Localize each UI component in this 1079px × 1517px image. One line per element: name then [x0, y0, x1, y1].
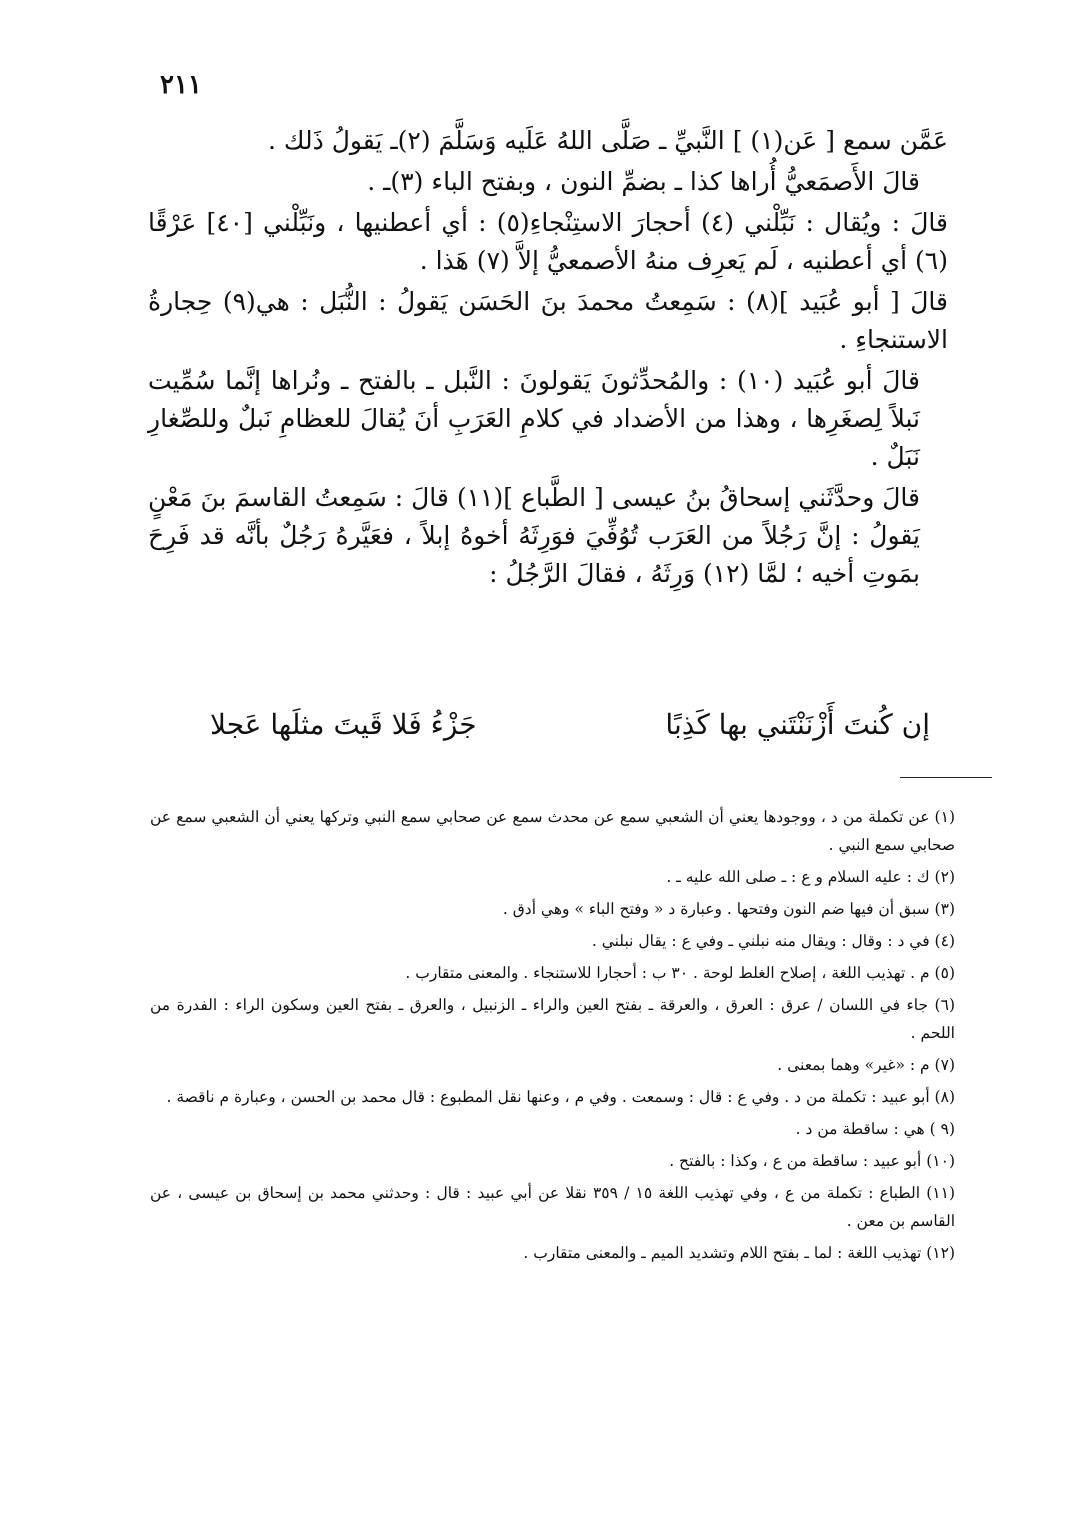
footnote: (٩ ) هي : ساقطة من د . [795, 1120, 955, 1138]
verse-first-hemistich: إن كُنتَ أَزْنَنْتَني بها كَذِبًا [665, 708, 930, 741]
footnote-separator [900, 777, 992, 778]
main-text [148, 122, 948, 596]
footnote: (١١) الطباع : تكملة من ع ، وفي تهذيب اللغة ١٥ / ٣٥٩ نقلا عن أبي عبيد : قال : وحدثني محمد بن إسحاق بن عيسى ، عن القاسم بن معن . [150, 1184, 955, 1230]
footnote: (٨) أبو عبيد : تكملة من د . وفي ع : قال : وسمعت . وفي م ، وعنها نقل المطبوع : قال محمد بن الحسن ، وعبارة م ناقصة . [166, 1088, 955, 1106]
footnote: (٧) م : «غير» وهما بمعنى . [777, 1056, 955, 1074]
footnote: (٣) سبق أن فيها ضم النون وفتحها . وعبارة د « وفتح الباء » وهي أدق . [502, 900, 955, 918]
footnote: (٢) ك : عليه السلام و ع : ـ صلى الله عليه ـ . [666, 868, 955, 886]
footnote: (١) عن تكملة من د ، ووجودها يعني أن الشعبي سمع عن محدث سمع عن صحابي سمع النبي وتركها يعني أن الشعبي سمع عن صحابي سمع النبي . [150, 808, 955, 854]
footnote: (٥) م . تهذيب اللغة ، إصلاح الغلط لوحة . ٣٠ ب : أحجارا للاستنجاء . والمعنى متقارب . [405, 964, 955, 982]
paragraph: عَمَّن سمع [ عَن(١) ] النَّبيِّ ـ صَلَّى اللهُ عَلَيه وَسَلَّمَ (٢)ـ يَقولُ ذَلك . [268, 126, 948, 155]
paragraph: قالَ أبو عُبَيد (١٠) : والمُحدِّثونَ يَقولونَ : النَّبل ـ بالفتح ـ ونُراها إنَّما سُمِّيت نَبلاً لِصغَرِها ، وهذا من الأضداد في كلامِ العَرَبِ أنَ يُقالَ للعظامِ نَبلٌ وللصِّغارِ نَبَلٌ . [148, 366, 920, 471]
poetry-verse [210, 708, 930, 741]
verse-second-hemistich: جَزْءُ فَلا قَيتَ مثلَها عَجلا [210, 708, 477, 741]
footnote: (١٢) تهذيب اللغة : لما ـ بفتح اللام وتشديد الميم ـ والمعنى متقارب . [523, 1244, 955, 1262]
footnote: (٤) في د : وقال : ويقال منه نبلني ـ وفي ع : يقال نبلني . [591, 932, 955, 950]
paragraph: قالَ : ويُقال : نَبِّلْني (٤) أحجارَ الاستِنْجاءِ(٥) : أي أعطنيها ، ونَبِّلْني [٤٠] عَرْقًا (٦) أي أعطنيه ، لَم يَعرِف منهُ الأصمعيُّ إلاَّ (٧) هَذا . [148, 208, 949, 275]
page-number: ٢١١ [160, 70, 202, 100]
footnote: (٦) جاء في اللسان / عرق : العرق ، والعرقة ـ بفتح العين والراء ـ الزنبيل ، والعرق ـ بفتح العين وسكون الراء : الفدرة من اللحم . [150, 996, 955, 1042]
footnotes [150, 803, 955, 1271]
paragraph: قالَ الأَصمَعيُّ أُراها كذا ـ بضمِّ النون ، وبفتح الباء (٣)ـ . [367, 167, 920, 196]
footnote: (١٠) أبو عبيد : ساقطة من ع ، وكذا : بالفتح . [669, 1152, 955, 1170]
paragraph: قالَ وحدَّثَني إسحاقُ بنُ عيسى [ الطَّباع ](١١) قالَ : سَمِعتُ القاسمَ بنَ مَعْنٍ يَقولُ : إنَّ رَجُلاً من العَرَب تُوُفِّيَ فوَرِثَهُ أخوهُ إبلاً ، فعَيَّرهُ رَجُلٌ بأنَّه قد فَرِحَ بمَوتِ أخيه ؛ لمَّا (١٢) وَرِثَهُ ، فقالَ الرَّجُلُ : [148, 483, 920, 588]
paragraph: قالَ [ أبو عُبَيد ](٨) : سَمِعتُ محمدَ بنَ الحَسَن يَقولُ : النُّبَل : هي(٩) حِجارةُ الاستنجاءِ . [148, 287, 948, 354]
